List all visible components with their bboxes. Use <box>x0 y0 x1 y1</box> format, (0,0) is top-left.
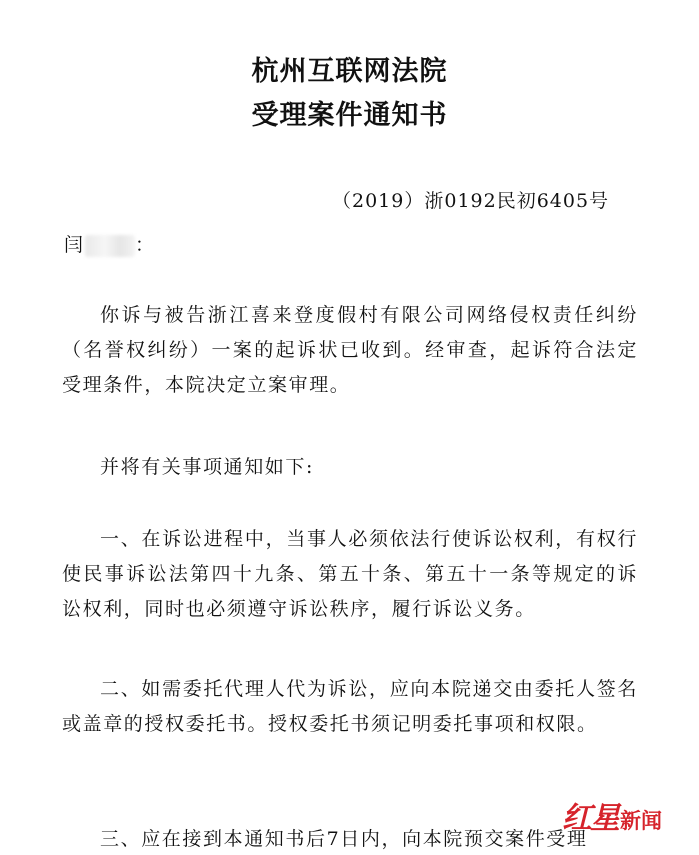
red-star-news-watermark <box>562 793 662 837</box>
redacted-name-blur <box>85 235 135 257</box>
watermark-brand-main: 红星 <box>562 801 618 836</box>
body-paragraph-acceptance: 你诉与被告浙江喜来登度假村有限公司网络侵权责任纠纷（名誉权纠纷）一案的起诉状已收到。经审查，起诉符合法定受理条件，本院决定立案审理。 <box>62 304 638 396</box>
watermark-brand-sub: 新闻 <box>620 809 662 833</box>
body-item-2: 二、如需委托代理人代为诉讼，应向本院递交由委托人签名或盖章的授权委托书。授权委托书须记明委托事项和权限。 <box>62 678 638 735</box>
court-name-heading: 杭州互联网法院 <box>251 56 448 87</box>
recipient-line <box>64 230 154 257</box>
recipient-name: 闫 <box>64 234 84 256</box>
body-item-1: 一、在诉讼进程中，当事人必须依法行使诉讼权利，有权行使民事诉讼法第四十九条、第五十条、第五十一条等规定的诉讼权利，同时也必须遵守诉讼秩序，履行诉讼义务。 <box>62 528 638 620</box>
body-paragraph-notice-intro: 并将有关事项通知如下: <box>100 456 315 478</box>
recipient-colon: ： <box>135 234 155 256</box>
document-title-heading: 受理案件通知书 <box>251 100 448 131</box>
case-number: （2019）浙0192民初6405号 <box>332 190 610 212</box>
body-item-3: 三、应在接到本通知书后7日内，向本院预交案件受理 <box>100 828 588 850</box>
